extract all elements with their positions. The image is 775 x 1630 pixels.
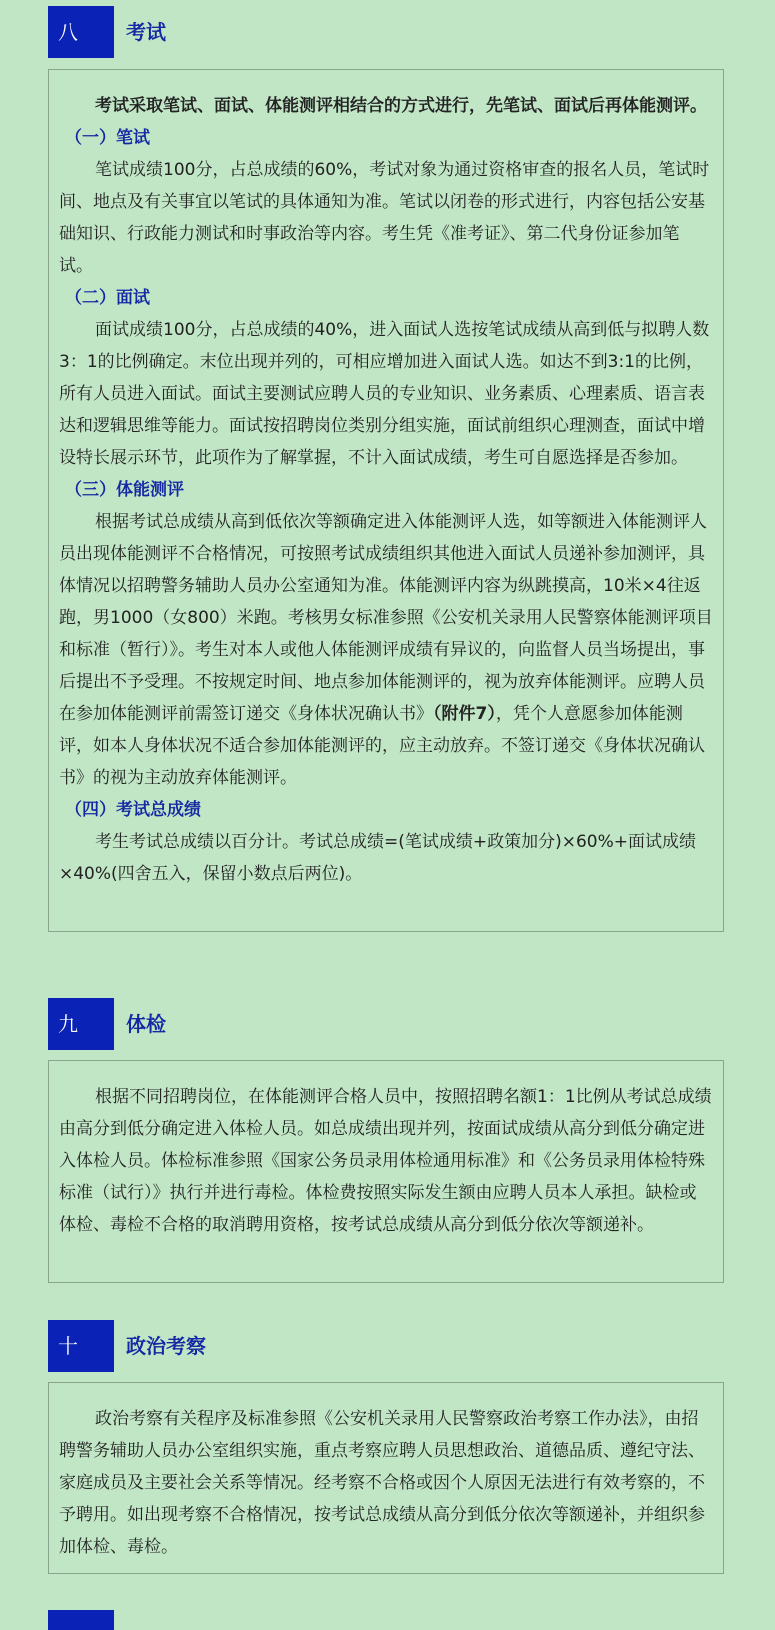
section-title: 政治考察 bbox=[126, 1334, 206, 1358]
paragraph-fitness-test bbox=[59, 506, 713, 794]
section-number: 九 bbox=[48, 998, 114, 1050]
subheading-written-test: （一）笔试 bbox=[65, 128, 150, 148]
subheading-interview: （二）面试 bbox=[65, 288, 150, 308]
section-number: 十 bbox=[48, 1320, 114, 1372]
paragraph-interview: 面试成绩100分，占总成绩的40%，进入面试人选按笔试成绩从高到低与拟聘人数3：1的比例确定。末位出现并列的，可相应增加进入面试人选。如达不到3:1的比例，所有人员进入面试。面试主要测试应聘人员的专业知识、业务素质、心理素质、语言表达和逻辑思维等能力。面试按招聘岗位类别分组实施，面试前组织心理测查，面试中增设特长展示环节，此项作为了解掌握，不计入面试成绩，考生可自愿选择是否参加。 bbox=[59, 320, 710, 468]
section-header bbox=[48, 998, 724, 1050]
section-header bbox=[48, 1320, 724, 1372]
subheading-total-score: （四）考试总成绩 bbox=[65, 800, 201, 820]
paragraph-total-score: 考生考试总成绩以百分计。考试总成绩=(笔试成绩+政策加分)×60%+面试成绩×40%(四舍五入，保留小数点后两位)。 bbox=[59, 832, 697, 884]
paragraph-political-review: 政治考察有关程序及标准参照《公安机关录用人民警察政治考察工作办法》，由招聘警务辅助人员办公室组织实施，重点考察应聘人员思想政治、道德品质、遵纪守法、家庭成员及主要社会关系等情况。经考察不合格或因个人原因无法进行有效考察的，不予聘用。如出现考察不合格情况，按考试总成绩从高分到低分依次等额递补，并组织参加体检、毒检。 bbox=[59, 1409, 705, 1557]
section-number: 八 bbox=[48, 6, 114, 58]
section-content bbox=[48, 69, 724, 932]
fitness-text-b: ，凭个人意愿参加体能测评，如本人身体状况不适合参加体能测评的，应主动放弃。不签订递交《身体状况确认书》的视为主动放弃体能测评。 bbox=[59, 704, 705, 788]
section-medical-exam bbox=[48, 998, 724, 1283]
section-exam bbox=[48, 6, 724, 932]
attachment-reference: （附件7） bbox=[433, 704, 496, 724]
intro-paragraph: 考试采取笔试、面试、体能测评相结合的方式进行，先笔试、面试后再体能测评。 bbox=[95, 96, 707, 116]
paragraph-medical-exam: 根据不同招聘岗位，在体能测评合格人员中，按照招聘名额1：1比例从考试总成绩由高分到低分确定进入体检人员。如总成绩出现并列，按面试成绩从高分到低分确定进入体检人员。体检标准参照《国家公务员录用体检通用标准》和《公务员录用体检特殊标准（试行）》执行并进行毒检。体检费按照实际发生额由应聘人员本人承担。缺检或体检、毒检不合格的取消聘用资格，按考试总成绩从高分到低分依次等额递补。 bbox=[59, 1087, 712, 1235]
next-section-number-block bbox=[48, 1610, 114, 1630]
fitness-text-a: 根据考试总成绩从高到低依次等额确定进入体能测评人选，如等额进入体能测评人员出现体能测评不合格情况，可按照考试成绩组织其他进入面试人员递补参加测评，具体情况以招聘警务辅助人员办公室通知为准。体能测评内容为纵跳摸高，10米×4往返跑，男1000（女800）米跑。考核男女标准参照《公安机关录用人民警察体能测评项目和标准（暂行）》。考生对本人或他人体能测评成绩有异议的，向监督人员当场提出，事后提出不予受理。不按规定时间、地点参加体能测评的，视为放弃体能测评。应聘人员在参加体能测评前需签订递交《身体状况确认书》 bbox=[59, 512, 713, 724]
section-political-review bbox=[48, 1320, 724, 1574]
paragraph-written-test: 笔试成绩100分，占总成绩的60%，考试对象为通过资格审查的报名人员，笔试时间、地点及有关事宜以笔试的具体通知为准。笔试以闭卷的形式进行，内容包括公安基础知识、行政能力测试和时事政治等内容。考生凭《准考证》、第二代身份证参加笔试。 bbox=[59, 160, 710, 276]
section-content bbox=[48, 1382, 724, 1574]
section-title: 体检 bbox=[126, 1012, 166, 1036]
subheading-fitness-test: （三）体能测评 bbox=[65, 480, 184, 500]
section-content bbox=[48, 1060, 724, 1283]
section-title: 考试 bbox=[126, 20, 166, 44]
section-header bbox=[48, 6, 724, 58]
